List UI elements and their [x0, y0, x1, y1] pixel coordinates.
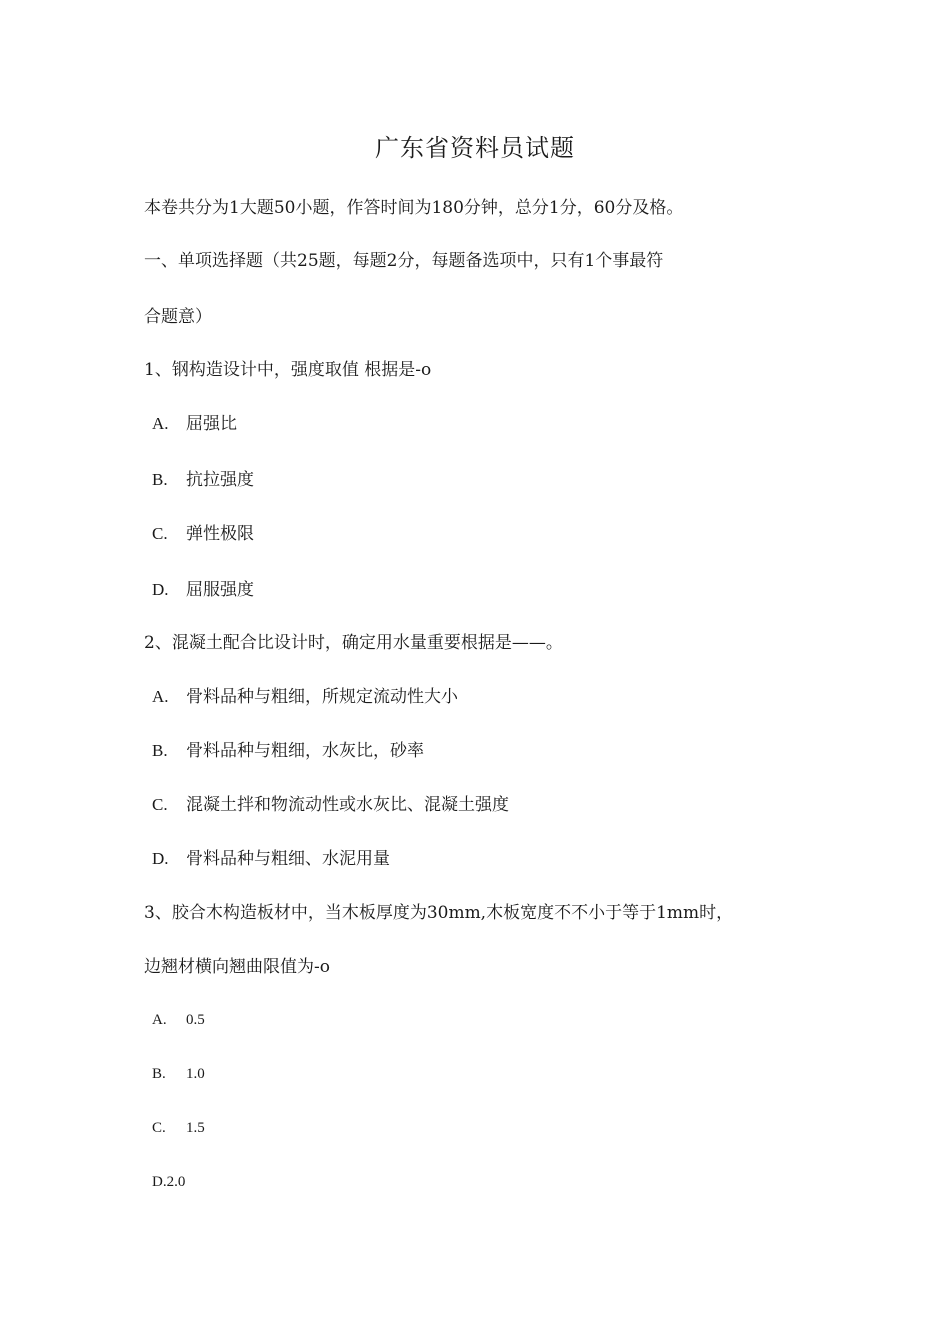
question-3-option-d	[152, 1171, 185, 1193]
option-letter: C.	[152, 1120, 166, 1136]
option-text: .2.0	[162, 1174, 186, 1190]
question-2-option-a	[152, 686, 458, 708]
question-1-stem: 1、钢构造设计中，强度取值 根据是-o	[144, 360, 432, 380]
option-text: 骨料品种与粗细，所规定流动性大小	[186, 687, 458, 707]
question-1-option-b	[152, 469, 254, 491]
option-letter: B.	[152, 470, 168, 489]
question-2-stem: 2、混凝土配合比设计时，确定用水量重要根据是——。	[144, 633, 563, 653]
question-3-option-c	[152, 1117, 205, 1139]
option-letter: C.	[152, 524, 168, 543]
option-text: 1.0	[186, 1066, 205, 1082]
question-1-option-a	[152, 413, 237, 435]
option-letter: B.	[152, 1066, 166, 1082]
question-1-option-c	[152, 523, 254, 545]
question-3-option-b	[152, 1063, 205, 1085]
option-text: 混凝土拌和物流动性或水灰比、混凝土强度	[186, 795, 509, 815]
option-letter: B.	[152, 741, 168, 760]
exam-intro: 本卷共分为1大题50小题，作答时间为180分钟，总分1分，60分及格。	[144, 198, 684, 218]
question-3-stem-line-1: 3、胶合木构造板材中，当木板厚度为30mm,木板宽度不不小于等于1mm时，	[144, 903, 734, 923]
section-heading-line-1: 一、单项选择题（共25题，每题2分，每题备选项中，只有1个事最符	[144, 251, 664, 271]
option-text: 屈强比	[186, 414, 237, 434]
option-letter: D.	[152, 849, 169, 868]
question-3-option-a	[152, 1009, 205, 1031]
option-letter: D	[152, 1174, 163, 1190]
option-letter: A.	[152, 687, 169, 706]
question-1-option-d	[152, 579, 254, 601]
question-3-stem-line-2: 边翘材横向翘曲限值为-o	[144, 957, 330, 977]
option-text: 抗拉强度	[186, 470, 254, 490]
question-2-option-d	[152, 848, 390, 870]
option-text: 弹性极限	[186, 524, 254, 544]
option-text: 0.5	[186, 1012, 205, 1028]
question-2-option-c	[152, 794, 509, 816]
option-letter: D.	[152, 580, 169, 599]
option-text: 1.5	[186, 1120, 205, 1136]
section-heading-line-2: 合题意）	[144, 307, 212, 327]
option-letter: A.	[152, 1012, 167, 1028]
document-title: 广东省资料员试题	[375, 134, 575, 162]
option-letter: C.	[152, 795, 168, 814]
option-text: 骨料品种与粗细，水灰比，砂率	[186, 741, 424, 761]
option-text: 骨料品种与粗细、水泥用量	[186, 849, 390, 869]
question-2-option-b	[152, 740, 424, 762]
option-text: 屈服强度	[186, 580, 254, 600]
option-letter: A.	[152, 414, 169, 433]
